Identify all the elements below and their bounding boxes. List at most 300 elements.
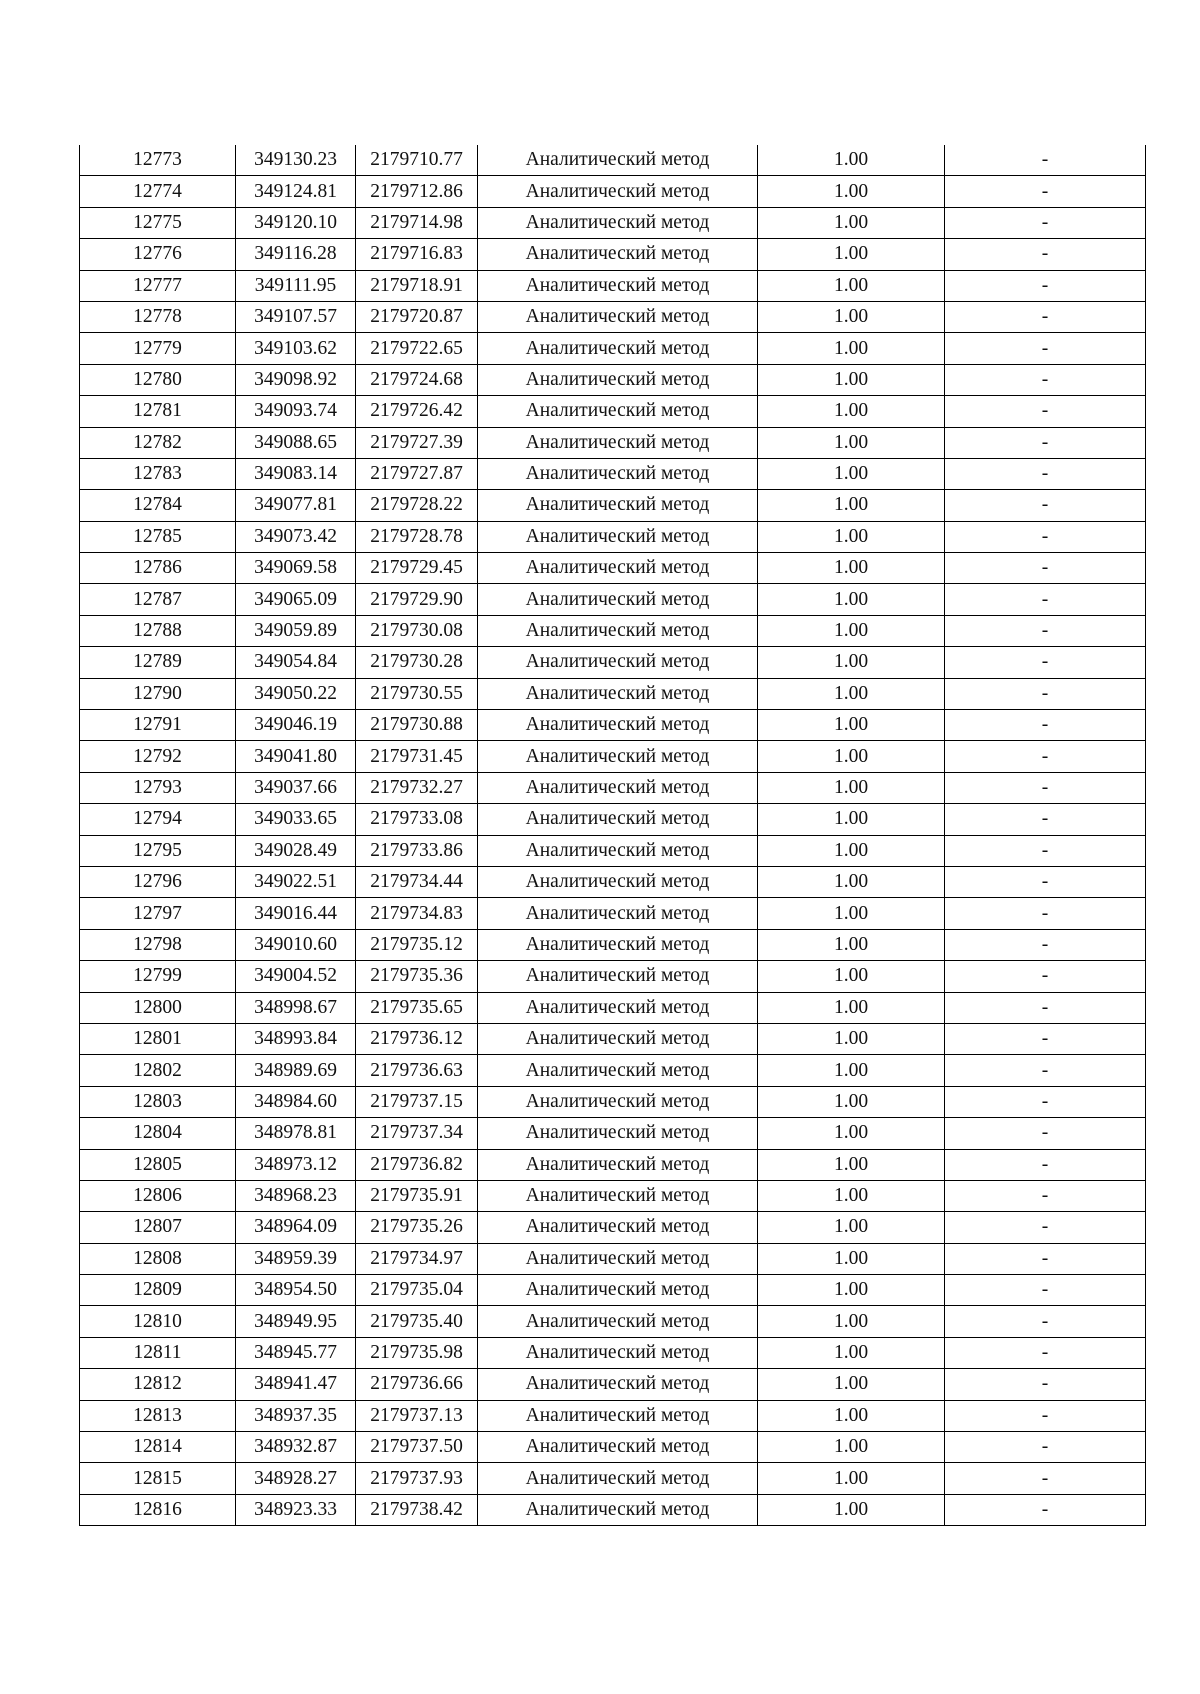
point-number-cell: 12805 [80,1149,236,1180]
point-number-cell: 12809 [80,1275,236,1306]
method-cell: Аналитический метод [478,772,758,803]
x-coordinate-cell: 349050.22 [236,678,356,709]
method-cell: Аналитический метод [478,1337,758,1368]
y-coordinate-cell: 2179736.63 [356,1055,478,1086]
method-cell: Аналитический метод [478,396,758,427]
table-row [80,239,1146,270]
note-cell: - [945,490,1146,521]
accuracy-cell: 1.00 [758,364,945,395]
x-coordinate-cell: 348964.09 [236,1212,356,1243]
accuracy-cell: 1.00 [758,992,945,1023]
method-cell: Аналитический метод [478,1369,758,1400]
accuracy-cell: 1.00 [758,1432,945,1463]
coordinates-table [79,145,1146,1526]
y-coordinate-cell: 2179735.91 [356,1180,478,1211]
method-cell: Аналитический метод [478,1212,758,1243]
y-coordinate-cell: 2179722.65 [356,333,478,364]
method-cell: Аналитический метод [478,176,758,207]
x-coordinate-cell: 348993.84 [236,1023,356,1054]
point-number-cell: 12806 [80,1180,236,1211]
x-coordinate-cell: 348968.23 [236,1180,356,1211]
note-cell: - [945,804,1146,835]
method-cell: Аналитический метод [478,961,758,992]
y-coordinate-cell: 2179718.91 [356,270,478,301]
x-coordinate-cell: 348984.60 [236,1086,356,1117]
table-row [80,929,1146,960]
accuracy-cell: 1.00 [758,1086,945,1117]
method-cell: Аналитический метод [478,1400,758,1431]
note-cell: - [945,866,1146,897]
x-coordinate-cell: 348989.69 [236,1055,356,1086]
table-row [80,615,1146,646]
y-coordinate-cell: 2179730.55 [356,678,478,709]
note-cell: - [945,741,1146,772]
y-coordinate-cell: 2179728.78 [356,521,478,552]
point-number-cell: 12810 [80,1306,236,1337]
table-row [80,1275,1146,1306]
table-row [80,1337,1146,1368]
note-cell: - [945,239,1146,270]
y-coordinate-cell: 2179727.39 [356,427,478,458]
accuracy-cell: 1.00 [758,553,945,584]
table-row [80,1494,1146,1525]
point-number-cell: 12780 [80,364,236,395]
x-coordinate-cell: 349010.60 [236,929,356,960]
note-cell: - [945,1432,1146,1463]
method-cell: Аналитический метод [478,458,758,489]
x-coordinate-cell: 348937.35 [236,1400,356,1431]
method-cell: Аналитический метод [478,741,758,772]
point-number-cell: 12789 [80,647,236,678]
x-coordinate-cell: 349004.52 [236,961,356,992]
accuracy-cell: 1.00 [758,1400,945,1431]
y-coordinate-cell: 2179730.08 [356,615,478,646]
note-cell: - [945,1118,1146,1149]
point-number-cell: 12791 [80,710,236,741]
accuracy-cell: 1.00 [758,1149,945,1180]
x-coordinate-cell: 349016.44 [236,898,356,929]
note-cell: - [945,396,1146,427]
method-cell: Аналитический метод [478,270,758,301]
table-row [80,1055,1146,1086]
accuracy-cell: 1.00 [758,961,945,992]
accuracy-cell: 1.00 [758,1463,945,1494]
note-cell: - [945,1055,1146,1086]
x-coordinate-cell: 348941.47 [236,1369,356,1400]
table-row [80,835,1146,866]
accuracy-cell: 1.00 [758,615,945,646]
y-coordinate-cell: 2179737.93 [356,1463,478,1494]
x-coordinate-cell: 349120.10 [236,207,356,238]
x-coordinate-cell: 349033.65 [236,804,356,835]
table-row [80,741,1146,772]
note-cell: - [945,1337,1146,1368]
y-coordinate-cell: 2179710.77 [356,145,478,176]
method-cell: Аналитический метод [478,207,758,238]
note-cell: - [945,301,1146,332]
y-coordinate-cell: 2179726.42 [356,396,478,427]
note-cell: - [945,1212,1146,1243]
table-row [80,1212,1146,1243]
note-cell: - [945,1180,1146,1211]
table-row [80,804,1146,835]
accuracy-cell: 1.00 [758,1023,945,1054]
table-row [80,1243,1146,1274]
point-number-cell: 12808 [80,1243,236,1274]
x-coordinate-cell: 348923.33 [236,1494,356,1525]
point-number-cell: 12800 [80,992,236,1023]
x-coordinate-cell: 349022.51 [236,866,356,897]
accuracy-cell: 1.00 [758,207,945,238]
point-number-cell: 12793 [80,772,236,803]
accuracy-cell: 1.00 [758,1337,945,1368]
accuracy-cell: 1.00 [758,1306,945,1337]
table-row [80,710,1146,741]
y-coordinate-cell: 2179737.34 [356,1118,478,1149]
note-cell: - [945,553,1146,584]
y-coordinate-cell: 2179714.98 [356,207,478,238]
point-number-cell: 12787 [80,584,236,615]
y-coordinate-cell: 2179738.42 [356,1494,478,1525]
method-cell: Аналитический метод [478,364,758,395]
point-number-cell: 12815 [80,1463,236,1494]
point-number-cell: 12776 [80,239,236,270]
point-number-cell: 12778 [80,301,236,332]
note-cell: - [945,458,1146,489]
x-coordinate-cell: 349054.84 [236,647,356,678]
y-coordinate-cell: 2179729.45 [356,553,478,584]
accuracy-cell: 1.00 [758,1055,945,1086]
x-coordinate-cell: 349116.28 [236,239,356,270]
x-coordinate-cell: 349107.57 [236,301,356,332]
point-number-cell: 12803 [80,1086,236,1117]
note-cell: - [945,710,1146,741]
table-row [80,490,1146,521]
accuracy-cell: 1.00 [758,835,945,866]
table-row [80,207,1146,238]
note-cell: - [945,207,1146,238]
note-cell: - [945,1400,1146,1431]
y-coordinate-cell: 2179735.98 [356,1337,478,1368]
note-cell: - [945,521,1146,552]
y-coordinate-cell: 2179733.08 [356,804,478,835]
x-coordinate-cell: 349077.81 [236,490,356,521]
point-number-cell: 12775 [80,207,236,238]
note-cell: - [945,615,1146,646]
x-coordinate-cell: 349111.95 [236,270,356,301]
method-cell: Аналитический метод [478,490,758,521]
accuracy-cell: 1.00 [758,772,945,803]
accuracy-cell: 1.00 [758,1243,945,1274]
method-cell: Аналитический метод [478,929,758,960]
point-number-cell: 12799 [80,961,236,992]
method-cell: Аналитический метод [478,710,758,741]
point-number-cell: 12784 [80,490,236,521]
note-cell: - [945,1243,1146,1274]
y-coordinate-cell: 2179724.68 [356,364,478,395]
method-cell: Аналитический метод [478,427,758,458]
table-row [80,1023,1146,1054]
point-number-cell: 12790 [80,678,236,709]
y-coordinate-cell: 2179730.88 [356,710,478,741]
note-cell: - [945,584,1146,615]
x-coordinate-cell: 348945.77 [236,1337,356,1368]
method-cell: Аналитический метод [478,647,758,678]
y-coordinate-cell: 2179736.82 [356,1149,478,1180]
x-coordinate-cell: 349103.62 [236,333,356,364]
accuracy-cell: 1.00 [758,1369,945,1400]
note-cell: - [945,647,1146,678]
x-coordinate-cell: 349130.23 [236,145,356,176]
x-coordinate-cell: 349069.58 [236,553,356,584]
method-cell: Аналитический метод [478,301,758,332]
method-cell: Аналитический метод [478,804,758,835]
coordinates-table-body [80,145,1146,1526]
table-row [80,772,1146,803]
x-coordinate-cell: 349093.74 [236,396,356,427]
table-row [80,176,1146,207]
point-number-cell: 12813 [80,1400,236,1431]
method-cell: Аналитический метод [478,1243,758,1274]
x-coordinate-cell: 349028.49 [236,835,356,866]
point-number-cell: 12816 [80,1494,236,1525]
x-coordinate-cell: 349124.81 [236,176,356,207]
accuracy-cell: 1.00 [758,270,945,301]
x-coordinate-cell: 349037.66 [236,772,356,803]
point-number-cell: 12798 [80,929,236,960]
accuracy-cell: 1.00 [758,145,945,176]
table-row [80,521,1146,552]
method-cell: Аналитический метод [478,615,758,646]
method-cell: Аналитический метод [478,333,758,364]
note-cell: - [945,270,1146,301]
accuracy-cell: 1.00 [758,584,945,615]
point-number-cell: 12794 [80,804,236,835]
accuracy-cell: 1.00 [758,866,945,897]
x-coordinate-cell: 348928.27 [236,1463,356,1494]
table-row [80,1118,1146,1149]
method-cell: Аналитический метод [478,584,758,615]
table-row [80,1149,1146,1180]
point-number-cell: 12812 [80,1369,236,1400]
accuracy-cell: 1.00 [758,301,945,332]
table-row [80,678,1146,709]
table-row [80,1180,1146,1211]
accuracy-cell: 1.00 [758,678,945,709]
note-cell: - [945,1463,1146,1494]
table-row [80,584,1146,615]
table-row [80,1400,1146,1431]
method-cell: Аналитический метод [478,1463,758,1494]
x-coordinate-cell: 349073.42 [236,521,356,552]
y-coordinate-cell: 2179729.90 [356,584,478,615]
point-number-cell: 12783 [80,458,236,489]
y-coordinate-cell: 2179734.44 [356,866,478,897]
method-cell: Аналитический метод [478,1149,758,1180]
table-row [80,1463,1146,1494]
accuracy-cell: 1.00 [758,490,945,521]
note-cell: - [945,1086,1146,1117]
y-coordinate-cell: 2179737.13 [356,1400,478,1431]
accuracy-cell: 1.00 [758,427,945,458]
y-coordinate-cell: 2179735.26 [356,1212,478,1243]
y-coordinate-cell: 2179728.22 [356,490,478,521]
point-number-cell: 12795 [80,835,236,866]
note-cell: - [945,333,1146,364]
note-cell: - [945,772,1146,803]
accuracy-cell: 1.00 [758,521,945,552]
note-cell: - [945,1275,1146,1306]
y-coordinate-cell: 2179737.15 [356,1086,478,1117]
note-cell: - [945,176,1146,207]
y-coordinate-cell: 2179716.83 [356,239,478,270]
table-row [80,898,1146,929]
table-row [80,553,1146,584]
method-cell: Аналитический метод [478,1180,758,1211]
point-number-cell: 12814 [80,1432,236,1463]
method-cell: Аналитический метод [478,1055,758,1086]
point-number-cell: 12773 [80,145,236,176]
note-cell: - [945,1494,1146,1525]
accuracy-cell: 1.00 [758,396,945,427]
y-coordinate-cell: 2179736.66 [356,1369,478,1400]
table-row [80,961,1146,992]
note-cell: - [945,961,1146,992]
x-coordinate-cell: 349059.89 [236,615,356,646]
accuracy-cell: 1.00 [758,1212,945,1243]
method-cell: Аналитический метод [478,678,758,709]
accuracy-cell: 1.00 [758,176,945,207]
point-number-cell: 12792 [80,741,236,772]
point-number-cell: 12788 [80,615,236,646]
x-coordinate-cell: 348949.95 [236,1306,356,1337]
y-coordinate-cell: 2179733.86 [356,835,478,866]
table-row [80,1432,1146,1463]
note-cell: - [945,1023,1146,1054]
method-cell: Аналитический метод [478,1306,758,1337]
table-row [80,270,1146,301]
table-row [80,1369,1146,1400]
x-coordinate-cell: 349098.92 [236,364,356,395]
x-coordinate-cell: 349083.14 [236,458,356,489]
method-cell: Аналитический метод [478,1086,758,1117]
method-cell: Аналитический метод [478,1275,758,1306]
x-coordinate-cell: 348978.81 [236,1118,356,1149]
x-coordinate-cell: 348954.50 [236,1275,356,1306]
note-cell: - [945,898,1146,929]
note-cell: - [945,992,1146,1023]
accuracy-cell: 1.00 [758,710,945,741]
note-cell: - [945,835,1146,866]
note-cell: - [945,1369,1146,1400]
y-coordinate-cell: 2179720.87 [356,301,478,332]
point-number-cell: 12796 [80,866,236,897]
x-coordinate-cell: 349065.09 [236,584,356,615]
table-row [80,364,1146,395]
point-number-cell: 12782 [80,427,236,458]
table-row [80,992,1146,1023]
table-row [80,647,1146,678]
method-cell: Аналитический метод [478,1432,758,1463]
accuracy-cell: 1.00 [758,239,945,270]
method-cell: Аналитический метод [478,898,758,929]
point-number-cell: 12804 [80,1118,236,1149]
y-coordinate-cell: 2179732.27 [356,772,478,803]
table-row [80,145,1146,176]
y-coordinate-cell: 2179735.12 [356,929,478,960]
accuracy-cell: 1.00 [758,898,945,929]
table-row [80,301,1146,332]
point-number-cell: 12785 [80,521,236,552]
method-cell: Аналитический метод [478,1494,758,1525]
table-row [80,866,1146,897]
accuracy-cell: 1.00 [758,804,945,835]
method-cell: Аналитический метод [478,1023,758,1054]
point-number-cell: 12777 [80,270,236,301]
y-coordinate-cell: 2179727.87 [356,458,478,489]
table-row [80,396,1146,427]
method-cell: Аналитический метод [478,521,758,552]
point-number-cell: 12797 [80,898,236,929]
note-cell: - [945,364,1146,395]
point-number-cell: 12786 [80,553,236,584]
note-cell: - [945,929,1146,960]
note-cell: - [945,1149,1146,1180]
accuracy-cell: 1.00 [758,1275,945,1306]
accuracy-cell: 1.00 [758,333,945,364]
point-number-cell: 12779 [80,333,236,364]
method-cell: Аналитический метод [478,1118,758,1149]
x-coordinate-cell: 349088.65 [236,427,356,458]
y-coordinate-cell: 2179730.28 [356,647,478,678]
method-cell: Аналитический метод [478,239,758,270]
x-coordinate-cell: 348998.67 [236,992,356,1023]
y-coordinate-cell: 2179735.36 [356,961,478,992]
point-number-cell: 12802 [80,1055,236,1086]
note-cell: - [945,1306,1146,1337]
point-number-cell: 12807 [80,1212,236,1243]
y-coordinate-cell: 2179734.97 [356,1243,478,1274]
accuracy-cell: 1.00 [758,1180,945,1211]
point-number-cell: 12811 [80,1337,236,1368]
y-coordinate-cell: 2179735.40 [356,1306,478,1337]
accuracy-cell: 1.00 [758,1118,945,1149]
method-cell: Аналитический метод [478,992,758,1023]
x-coordinate-cell: 348932.87 [236,1432,356,1463]
table-row [80,427,1146,458]
y-coordinate-cell: 2179734.83 [356,898,478,929]
note-cell: - [945,145,1146,176]
point-number-cell: 12801 [80,1023,236,1054]
x-coordinate-cell: 349041.80 [236,741,356,772]
x-coordinate-cell: 349046.19 [236,710,356,741]
method-cell: Аналитический метод [478,145,758,176]
y-coordinate-cell: 2179735.04 [356,1275,478,1306]
table-row [80,1086,1146,1117]
method-cell: Аналитический метод [478,835,758,866]
table-row [80,458,1146,489]
accuracy-cell: 1.00 [758,647,945,678]
note-cell: - [945,678,1146,709]
y-coordinate-cell: 2179736.12 [356,1023,478,1054]
note-cell: - [945,427,1146,458]
point-number-cell: 12781 [80,396,236,427]
y-coordinate-cell: 2179712.86 [356,176,478,207]
y-coordinate-cell: 2179735.65 [356,992,478,1023]
table-row [80,1306,1146,1337]
table-row [80,333,1146,364]
point-number-cell: 12774 [80,176,236,207]
